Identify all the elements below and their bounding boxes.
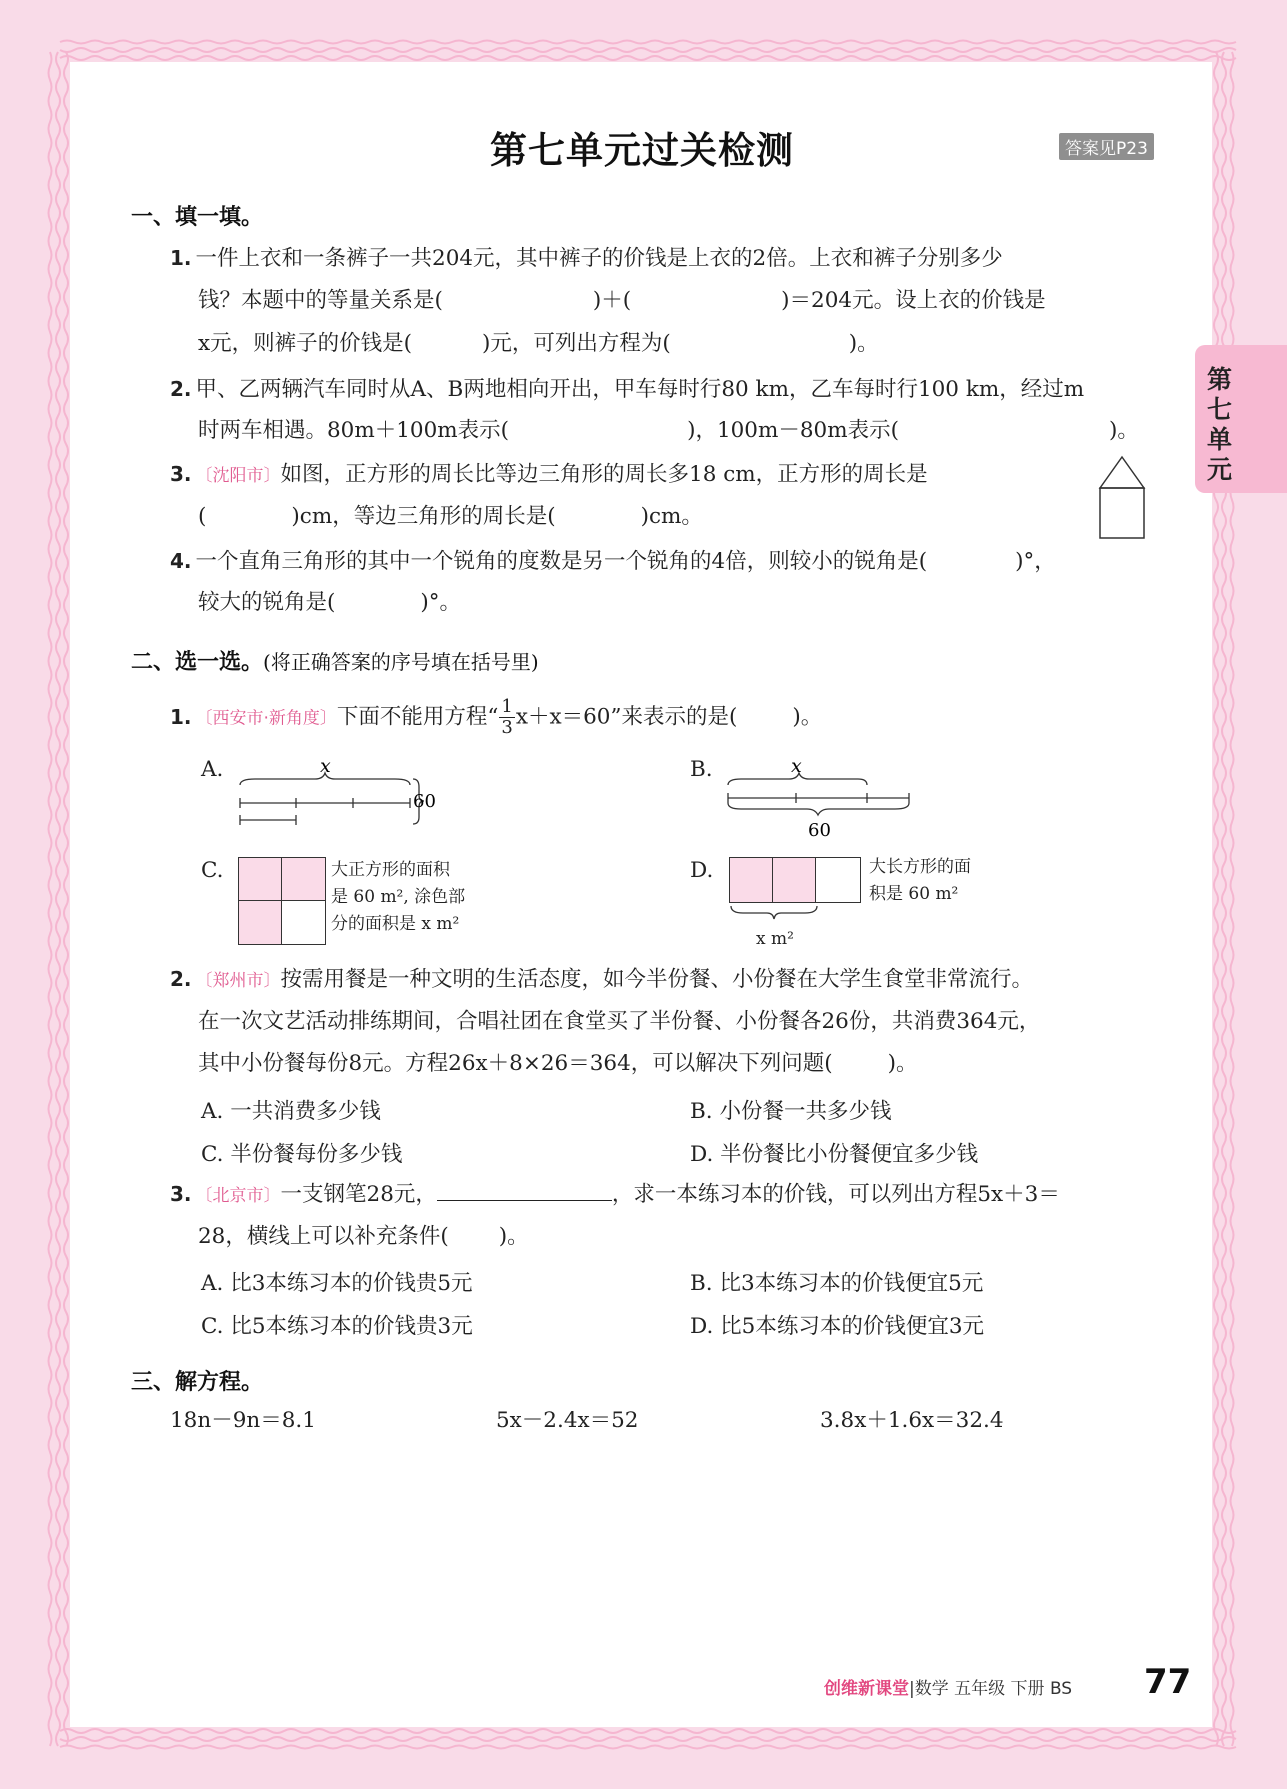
question-number: 4. <box>170 549 192 573</box>
choice-q2-line2: 在一次文艺活动排练期间，合唱社团在食堂买了半份餐、小份餐各26份，共消费364元， <box>198 1009 1041 1034</box>
fill-q4-line2: 较大的锐角是( )°。 <box>198 590 462 615</box>
shaded-cell <box>238 857 283 902</box>
question-number: 1. <box>170 246 192 270</box>
choice-q2-option-c[interactable]: C. 半份餐每份多少钱 <box>201 1142 403 1167</box>
unit-side-tab[interactable] <box>1195 345 1287 493</box>
blank-cell <box>815 857 861 903</box>
frame-wave-line <box>49 52 52 1746</box>
option-d-label: D. <box>690 858 714 883</box>
answer-underline <box>437 1182 612 1201</box>
unit-side-tab-label: 第七单元 <box>1207 365 1233 484</box>
choice-q2-line3: 其中小份餐每份8元。方程26x＋8×26＝364，可以解决下列问题( )。 <box>198 1051 918 1076</box>
region-tag: 〔北京市〕 <box>195 1186 281 1206</box>
frame-wave-line <box>60 48 1236 52</box>
fill-q1-line2: 钱？本题中的等量关系是( )＋( )＝204元。设上衣的价钱是 <box>198 288 1046 313</box>
question-number: 2. <box>170 967 192 991</box>
option-b-diagram <box>723 757 923 842</box>
answer-reference-badge: 答案见P23 <box>1059 133 1154 160</box>
choice-q2-option-d[interactable]: D. 半份餐比小份餐便宜多少钱 <box>690 1142 979 1167</box>
equation-1: 18n－9n＝8.1 <box>170 1408 316 1433</box>
page-number: 77 <box>1144 1662 1192 1702</box>
frame-wave-line <box>1231 52 1234 1746</box>
region-tag: 〔沈阳市〕 <box>195 466 281 486</box>
fraction-one-third: $\frac{1}{3}$ <box>501 696 513 738</box>
question-number: 3. <box>170 462 192 486</box>
fill-q2-line2: 时两车相遇。80m＋100m表示( )，100m－80m表示( )。 <box>198 418 1139 443</box>
choice-q3-option-b[interactable]: B. 比3本练习本的价钱便宜5元 <box>690 1271 984 1296</box>
region-tag: 〔郑州市〕 <box>195 971 281 991</box>
frame-wave-line <box>1222 52 1226 1746</box>
choice-q2-option-a[interactable]: A. 一共消费多少钱 <box>201 1099 381 1124</box>
region-tag: 〔西安市·新角度〕 <box>195 708 337 729</box>
option-c-label: C. <box>201 858 224 883</box>
shaded-cell <box>281 857 326 902</box>
option-a-label: A. <box>201 757 224 782</box>
option-d-rectangle <box>729 857 861 903</box>
question-number: 3. <box>170 1182 192 1206</box>
option-b-x-label: x <box>791 757 802 777</box>
option-d-x-label: x m² <box>756 929 794 949</box>
frame-wave-line <box>60 56 1236 60</box>
fill-q3-line1: 3. 〔沈阳市〕如图，正方形的周长比等边三角形的周长多18 cm，正方形的周长是 <box>170 462 928 487</box>
frame-wave-line <box>1214 52 1218 1746</box>
choice-q2-option-b[interactable]: B. 小份餐一共多少钱 <box>690 1099 892 1124</box>
option-d-caption: 大长方形的面 积是 60 m² <box>869 857 971 904</box>
square-triangle-figure <box>1098 455 1146 541</box>
choice-q3-option-a[interactable]: A. 比3本练习本的价钱贵5元 <box>201 1271 473 1296</box>
option-c-square-grid <box>238 857 326 945</box>
option-a-x-label: x <box>320 757 331 777</box>
page-title: 第七单元过关检测 <box>490 129 794 172</box>
footer-info: 创维新课堂|数学 五年级 下册 BS <box>824 1679 1073 1699</box>
option-d-brace <box>729 904 829 926</box>
option-a-diagram <box>235 757 445 827</box>
equation-3: 3.8x＋1.6x＝32.4 <box>820 1408 1004 1433</box>
frame-wave-line <box>60 1737 1236 1741</box>
question-number: 1. <box>170 704 192 729</box>
fill-q1-line3: x元，则裤子的价钱是( )元，可列出方程为( )。 <box>198 331 879 356</box>
choice-q2-line1: 2. 〔郑州市〕按需用餐是一种文明的生活态度，如今半份餐、小份餐在大学生食堂非常流行。 <box>170 967 1034 992</box>
option-c-caption: 大正方形的面积 是 60 m², 涂色部 分的面积是 x m² <box>331 860 466 934</box>
frame-wave-line <box>60 1729 1236 1733</box>
option-b-total-label: 60 <box>808 820 831 841</box>
fill-q3-line2: ( )cm，等边三角形的周长是( )cm。 <box>198 504 703 529</box>
choice-q3-line1: 3. 〔北京市〕一支钢笔28元， ，求一本练习本的价钱，可以列出方程5x＋3＝ <box>170 1182 1060 1207</box>
fill-q1-line1: 1. 一件上衣和一条裤子一共204元，其中裤子的价钱是上衣的2倍。上衣和裤子分别多少 <box>170 246 1003 271</box>
option-b-label: B. <box>690 757 713 782</box>
section-2-heading: 二、选一选。(将正确答案的序号填在括号里) <box>131 650 539 675</box>
option-a-total-label: 60 <box>413 791 436 812</box>
choice-q1-stem: 1. 〔西安市·新角度〕下面不能用方程“ $\frac{1}{3}$ x＋x＝60”来表示的是( )。 <box>170 696 823 738</box>
shaded-cell <box>238 900 283 945</box>
shaded-cell <box>729 857 774 903</box>
section-1-heading: 一、填一填。 <box>131 205 264 230</box>
frame-wave-line <box>60 1746 1236 1749</box>
equation-2: 5x－2.4x＝52 <box>496 1408 639 1433</box>
shaded-cell <box>772 857 817 903</box>
section-3-heading: 三、解方程。 <box>131 1370 264 1395</box>
choice-q3-line2: 28，横线上可以补充条件( )。 <box>198 1224 529 1249</box>
frame-wave-line <box>64 52 68 1746</box>
blank-cell <box>281 900 326 945</box>
fill-q4-line1: 4. 一个直角三角形的其中一个锐角的度数是另一个锐角的4倍，则较小的锐角是( )°， <box>170 549 1056 574</box>
question-number: 2. <box>170 377 192 401</box>
choice-q3-option-d[interactable]: D. 比5本练习本的价钱便宜3元 <box>690 1314 984 1339</box>
frame-wave-line <box>56 52 60 1746</box>
fill-q2-line1: 2. 甲、乙两辆汽车同时从A、B两地相向开出，甲车每时行80 km，乙车每时行100 km，经过m <box>170 377 1085 402</box>
frame-wave-line <box>60 41 1236 44</box>
footer-brand: 创维新课堂 <box>824 1679 909 1699</box>
choice-q3-option-c[interactable]: C. 比5本练习本的价钱贵3元 <box>201 1314 473 1339</box>
